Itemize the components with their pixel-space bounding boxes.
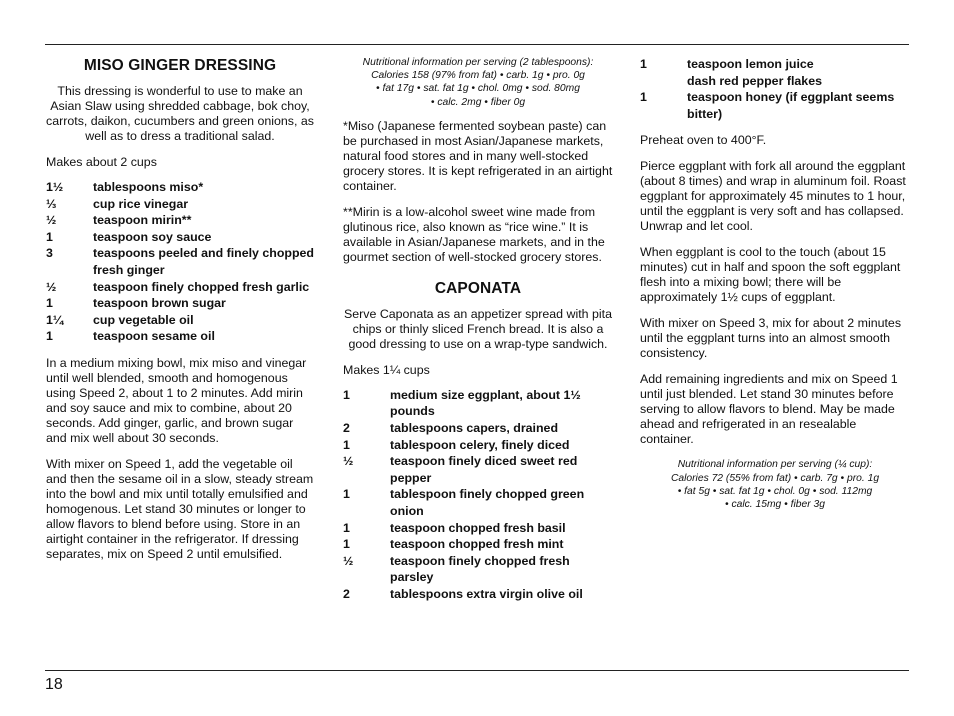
caponata-nutrition-line: • calc. 15mg • fiber 3g: [725, 498, 825, 510]
caponata-nutrition-line: Calories 72 (55% from fat) • carb. 7g • pro. 1g: [670, 472, 880, 484]
ingredient-text: tablespoon finely chopped green onion: [390, 487, 585, 518]
ingredient-row: [343, 553, 613, 586]
miso-nutrition-line: Nutritional information per serving (2 tablespoons):: [362, 57, 594, 68]
ingredient-row: [46, 312, 314, 329]
ingredient-quantity: ½: [46, 213, 57, 228]
page-number: 18: [45, 676, 63, 693]
ingredient-row: [343, 420, 613, 437]
ingredient-text: teaspoon finely chopped fresh garlic: [93, 279, 310, 294]
ingredient-quantity: 1: [343, 520, 350, 535]
ingredient-quantity: 1: [640, 57, 647, 71]
ingredient-text: medium size eggplant, about 1½ pounds: [390, 387, 581, 419]
caponata-yield: Makes 1¼ cups: [343, 362, 430, 377]
miso-step-1: In a medium mixing bowl, mix miso and vinegar until well blended, smooth and homogenous using Speed 2, about 1 to 2 minutes. Add mirin and soy sauce and mix to combine, about 20 seconds. Add ginger, garlic, and brown sugar and mix well about 30 seconds.: [46, 355, 307, 445]
ingredient-quantity: ⅓: [46, 196, 57, 211]
ingredient-row: [343, 387, 613, 420]
ingredient-quantity: 1: [640, 90, 647, 105]
ingredient-row: [46, 245, 314, 278]
ingredient-row: [46, 229, 314, 246]
ingredient-text: tablespoons extra virgin olive oil: [390, 586, 583, 601]
ingredient-quantity: ½: [343, 553, 354, 568]
caponata-step-3: When eggplant is cool to the touch (about 15 minutes) cut in half and spoon the soft eggplant flesh into a mixing bowl; there will be approximately 1½ cups of eggplant.: [640, 245, 901, 305]
bottom-rule: [45, 670, 909, 671]
column-2: [343, 56, 613, 614]
ingredient-quantity: 1: [343, 387, 350, 402]
ingredient-text: teaspoon lemon juice: [687, 57, 814, 71]
ingredient-text: teaspoons peeled and finely chopped fresh ginger: [93, 246, 315, 277]
ingredient-text: teaspoon finely diced sweet red pepper: [390, 454, 578, 485]
ingredient-text: cup vegetable oil: [93, 312, 194, 327]
ingredient-row: [343, 520, 613, 537]
ingredient-text: teaspoon finely chopped fresh parsley: [390, 553, 570, 585]
ingredient-text: tablespoon celery, finely diced: [390, 437, 570, 452]
ingredient-row: [46, 179, 314, 196]
ingredient-quantity: 1¼: [46, 312, 64, 327]
ingredient-row: [343, 536, 613, 553]
top-rule: [45, 44, 909, 45]
ingredient-text: teaspoon mirin**: [93, 213, 192, 228]
ingredient-text: cup rice vinegar: [93, 196, 189, 211]
ingredient-quantity: 3: [46, 246, 53, 261]
mirin-footnote: **Mirin is a low-alcohol sweet wine made from glutinous rice, also known as “rice wine.” It is available in Asian/Japanese markets, and in the gourmet section of well-stocked grocery stores.: [343, 204, 605, 264]
ingredient-row: [46, 212, 314, 229]
ingredient-quantity: ½: [46, 279, 57, 294]
ingredient-quantity: ½: [343, 454, 354, 469]
caponata-ingredients: [343, 387, 613, 603]
miso-nutrition-line: Calories 158 (97% from fat) • carb. 1g • pro. 0g: [371, 70, 585, 82]
ingredient-row: [46, 328, 314, 345]
miso-ingredients: [46, 179, 314, 345]
caponata-nutrition-line: Nutritional information per serving (¼ cup):: [677, 459, 873, 471]
ingredient-row: [640, 89, 910, 122]
miso-title: MISO GINGER DRESSING: [83, 57, 277, 74]
caponata-nutrition-line: • fat 5g • sat. fat 1g • chol. 0g • sod. 112mg: [677, 485, 873, 497]
ingredient-quantity: 1: [46, 329, 53, 344]
ingredient-text: dash red pepper flakes: [687, 73, 822, 88]
ingredient-row: [46, 295, 314, 312]
ingredient-text: teaspoon chopped fresh mint: [390, 537, 564, 552]
ingredient-quantity: 1: [343, 487, 350, 502]
ingredient-row: [640, 56, 910, 73]
column-1: [46, 56, 314, 573]
ingredient-quantity: 1: [46, 229, 53, 244]
ingredient-quantity: [640, 73, 687, 90]
ingredient-text: teaspoon brown sugar: [93, 296, 226, 311]
caponata-step-5: Add remaining ingredients and mix on Speed 1 until just blended. Let stand 30 minutes before serving to allow flavors to blend. May be made ahead and refrigerated in an resealable container.: [640, 372, 898, 447]
ingredient-text: teaspoon soy sauce: [93, 229, 212, 244]
ingredient-quantity: 2: [343, 421, 350, 435]
ingredient-row: [343, 453, 613, 486]
ingredient-row: [46, 196, 314, 213]
ingredient-row: [46, 279, 314, 296]
ingredient-row: [640, 73, 910, 90]
caponata-nutrition: [640, 458, 910, 511]
ingredient-text: tablespoons miso*: [93, 180, 204, 194]
miso-nutrition: [343, 56, 613, 109]
ingredient-text: tablespoons capers, drained: [390, 421, 559, 435]
miso-step-2: With mixer on Speed 1, add the vegetable oil and then the sesame oil in a slow, steady stream into the bowl and mix until totally emulsified and homogenous. Let stand 30 minutes or longer to allow flavors to blend before using. Store in an airtight container in the refrigerator. If dressing separates, mix on Speed 2 until emulsified.: [46, 456, 314, 561]
ingredient-quantity: 2: [343, 586, 350, 601]
ingredient-row: [343, 586, 613, 603]
ingredient-text: teaspoon chopped fresh basil: [390, 520, 566, 535]
ingredient-quantity: 1: [343, 537, 350, 552]
ingredient-quantity: 1: [343, 437, 350, 452]
ingredient-row: [343, 486, 613, 519]
caponata-title: CAPONATA: [434, 279, 522, 297]
ingredient-quantity: 1: [46, 296, 53, 311]
column-3: [640, 56, 910, 521]
caponata-step-1: Preheat oven to 400°F.: [640, 133, 767, 148]
miso-nutrition-line: • calc. 2mg • fiber 0g: [430, 96, 526, 108]
ingredient-text: teaspoon honey (if eggplant seems bitter): [687, 90, 895, 121]
miso-yield: Makes about 2 cups: [46, 155, 157, 169]
caponata-ingredients-continued: [640, 56, 910, 122]
miso-nutrition-line: • fat 17g • sat. fat 1g • chol. 0mg • sod. 80mg: [376, 83, 580, 95]
ingredient-text: teaspoon sesame oil: [93, 329, 215, 344]
miso-footnote: *Miso (Japanese fermented soybean paste) can be purchased in most Asian/Japanese markets, natural food stores and in many well-stocked grocery stores. It is kept refrigerated in an airtight container.: [343, 118, 613, 193]
caponata-intro: Serve Caponata as an appetizer spread with pita chips or thinly sliced French bread. It is also a good dressing to use on a wrap-type sandwich.: [344, 306, 612, 351]
caponata-step-4: With mixer on Speed 3, mix for about 2 minutes until the eggplant turns into an almost smooth consistency.: [640, 316, 902, 361]
miso-intro: This dressing is wonderful to use to make an Asian Slaw using shredded cabbage, bok choy, carrots, daikon, cucumbers and green onions, as well as to dress a traditional salad.: [46, 84, 314, 143]
ingredient-row: [343, 437, 613, 454]
caponata-step-2: Pierce eggplant with fork all around the eggplant (about 8 times) and wrap in aluminum foil. Roast eggplant for approximately 45 minutes to 1 hour, until the eggplant is very soft and has collapsed. Unwrap and let cool.: [640, 159, 906, 234]
ingredient-quantity: 1½: [46, 180, 64, 194]
